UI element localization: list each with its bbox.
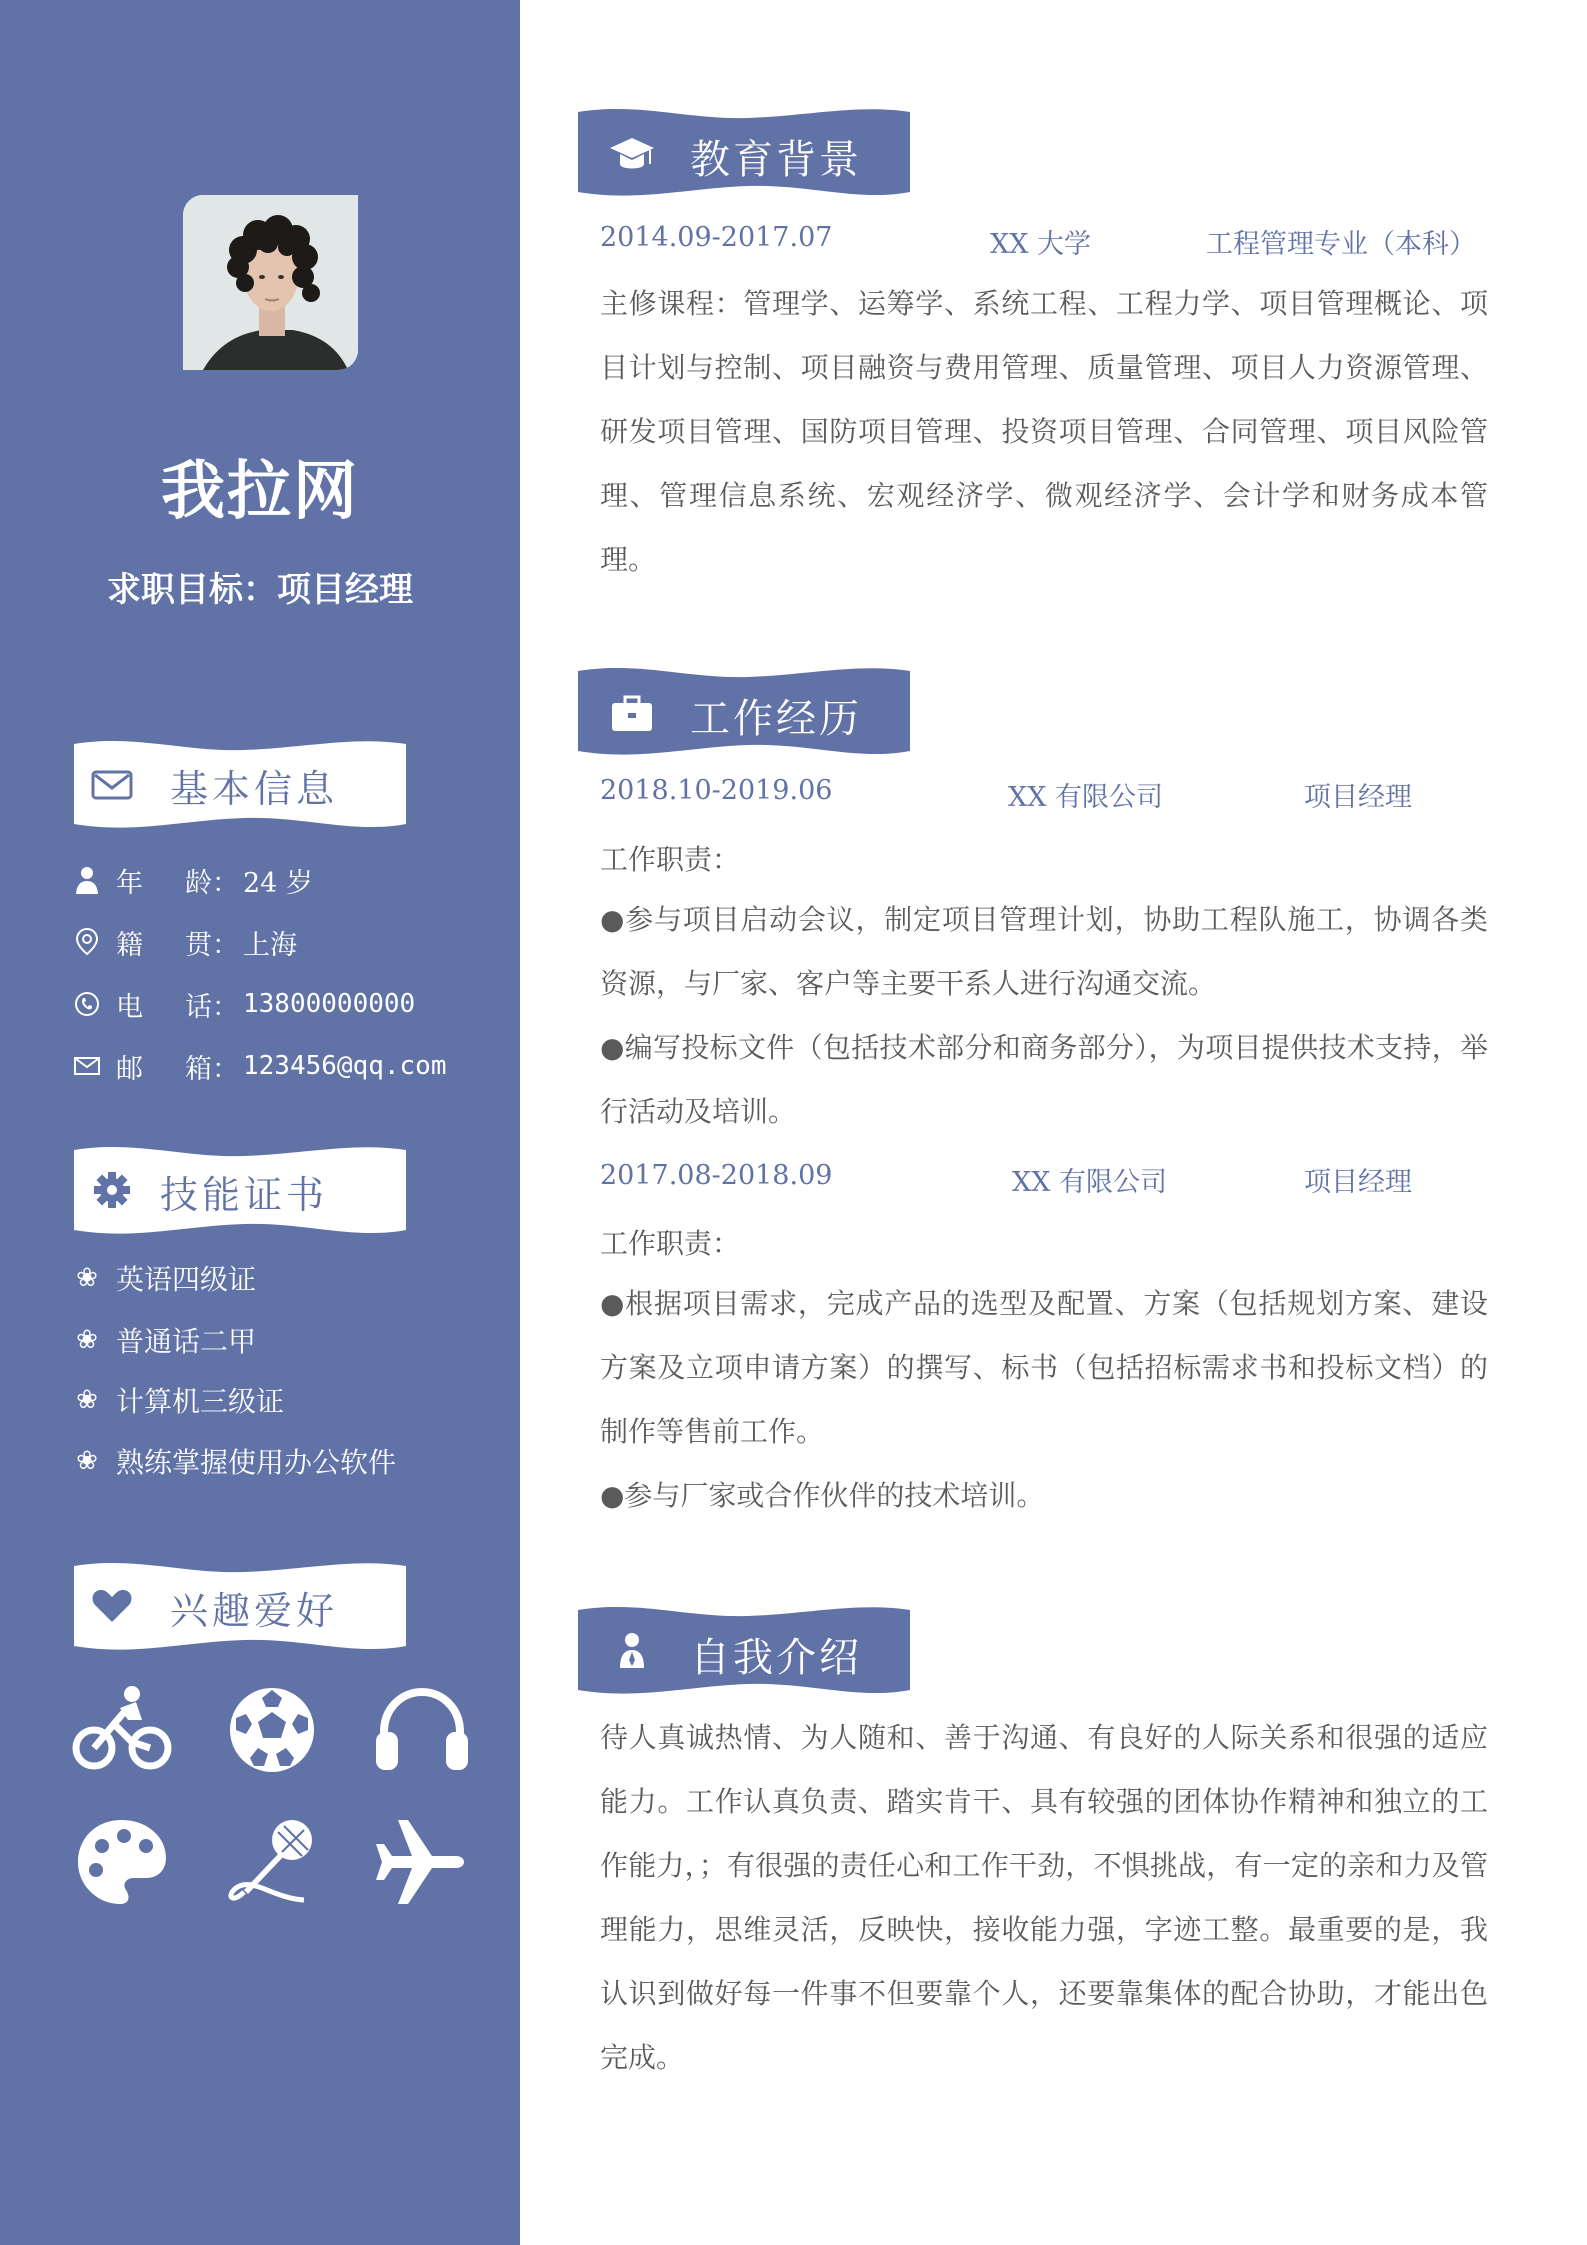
education-school: XX 大学 [990, 229, 1092, 260]
skills-banner [74, 1144, 406, 1236]
job-position: 项目经理 [1304, 1167, 1412, 1198]
age-value: 24 岁 [243, 867, 313, 899]
job-meta [600, 775, 1500, 815]
soccer-ball-icon [222, 1680, 322, 1780]
envelope-icon [90, 764, 134, 804]
skill-text: 普通话二甲 [116, 1325, 257, 1358]
job-period: 2017.08-2018.09 [600, 1160, 833, 1191]
work-title: 工作经历 [690, 696, 862, 742]
sidebar [0, 0, 520, 2245]
skills-title: 技能证书 [160, 1173, 329, 1217]
info-row-age: 年 龄 ： 24 岁 [74, 860, 313, 900]
hometown-label-a: 籍 [116, 929, 143, 961]
phone-label-a: 电 [116, 991, 143, 1023]
basic-info-banner [74, 738, 406, 830]
job-bullet: ●参与厂家或合作伙伴的技术培训。 [600, 1479, 1045, 1512]
education-period: 2014.09-2017.07 [600, 222, 833, 253]
flower-bullet-icon: ❀ [76, 1385, 98, 1415]
location-pin-icon [74, 927, 100, 957]
about-title: 自我介绍 [690, 1635, 862, 1681]
education-banner [578, 106, 910, 198]
job-period: 2018.10-2019.06 [600, 775, 833, 806]
graduation-cap-icon [608, 132, 656, 174]
education-courses: 主修课程：管理学、运筹学、系统工程、工程力学、项目管理概论、项目计划与控制、项目融资与费用管理、质量管理、项目人力资源管理、研发项目管理、国防项目管理、投资项目管理、合同管理、项目风险管理、管理信息系统、宏观经济学、微观经济学、会计学和财务成本管理。 [600, 287, 1488, 576]
profile-photo [183, 195, 358, 370]
skill-text: 英语四级证 [116, 1263, 257, 1296]
skill-item [74, 1441, 396, 1481]
candidate-name: 我拉网 [161, 455, 359, 529]
skill-item [74, 1258, 256, 1298]
flower-bullet-icon: ❀ [76, 1325, 98, 1355]
skill-text: 计算机三级证 [116, 1385, 285, 1418]
cycling-icon [72, 1680, 172, 1780]
info-row-hometown: 籍 贯 ： 上海 [74, 922, 297, 962]
briefcase-icon [608, 691, 656, 733]
job-company: XX 有限公司 [1012, 1167, 1168, 1198]
job-meta [600, 1160, 1500, 1200]
airplane-icon [372, 1812, 472, 1912]
palette-icon [72, 1812, 172, 1912]
gear-icon [90, 1170, 134, 1210]
education-meta [600, 222, 1500, 262]
hometown-label-b: 贯 [185, 929, 212, 961]
skill-text: 熟练掌握使用办公软件 [116, 1446, 397, 1479]
flower-bullet-icon: ❀ [76, 1446, 98, 1476]
flower-bullet-icon: ❀ [76, 1263, 98, 1293]
hobbies-banner [74, 1560, 406, 1652]
heart-icon [90, 1586, 134, 1626]
job-company: XX 有限公司 [1008, 782, 1164, 813]
phone-value: 13800000000 [243, 989, 416, 1019]
about-banner [578, 1604, 910, 1696]
hometown-value: 上海 [243, 929, 297, 961]
job-bullet: ●参与项目启动会议，制定项目管理计划，协助工程队施工，协调各类资源，与厂家、客户等主要干系人进行沟通交流。 [600, 903, 1488, 1000]
education-title: 教育背景 [690, 137, 862, 183]
microphone-icon [222, 1812, 322, 1912]
email-label-b: 箱 [185, 1053, 212, 1085]
job-bullet: ●编写投标文件（包括技术部分和商务部分），为项目提供技术支持，举行活动及培训。 [600, 1031, 1488, 1128]
skill-item [74, 1380, 284, 1420]
mail-icon [74, 1051, 100, 1081]
hobbies-title: 兴趣爱好 [170, 1589, 339, 1633]
info-row-phone: 电 话 ： 13800000000 [74, 984, 415, 1024]
person-icon [608, 1630, 656, 1672]
phone-label-b: 话 [185, 991, 212, 1023]
job-position: 项目经理 [1304, 782, 1412, 813]
education-major: 工程管理专业（本科） [1206, 229, 1476, 260]
job-duty-label: 工作职责： [600, 843, 741, 876]
about-text: 待人真诚热情、为人随和、善于沟通、有良好的人际关系和很强的适应能力。工作认真负责、踏实肯干、具有较强的团体协作精神和独立的工作能力，；有很强的责任心和工作干劲，不惧挑战，有一定的亲和力及管理能力，思维灵活，反映快，接收能力强，字迹工整。最重要的是，我认识到做好每一件事不但要靠个人，还要靠集体的配合协助，才能出色完成。 [600, 1721, 1488, 2074]
age-label-a: 年 [116, 867, 143, 899]
info-row-email: 邮 箱 ： 123456@qq.com [74, 1046, 447, 1086]
person-icon [74, 865, 100, 895]
email-value: 123456@qq.com [243, 1051, 447, 1081]
skill-item [74, 1320, 256, 1360]
age-label-b: 龄 [185, 867, 212, 899]
job-objective: 求职目标：项目经理 [107, 570, 413, 610]
phone-icon [74, 989, 100, 1019]
work-banner [578, 665, 910, 757]
email-label-a: 邮 [116, 1053, 143, 1085]
headphones-icon [372, 1680, 472, 1780]
basic-info-title: 基本信息 [170, 767, 339, 811]
job-duty-label: 工作职责： [600, 1227, 741, 1260]
job-bullet: ●根据项目需求，完成产品的选型及配置、方案（包括规划方案、建设方案及立项申请方案）的撰写、标书（包括招标需求书和投标文档）的制作等售前工作。 [600, 1287, 1488, 1448]
